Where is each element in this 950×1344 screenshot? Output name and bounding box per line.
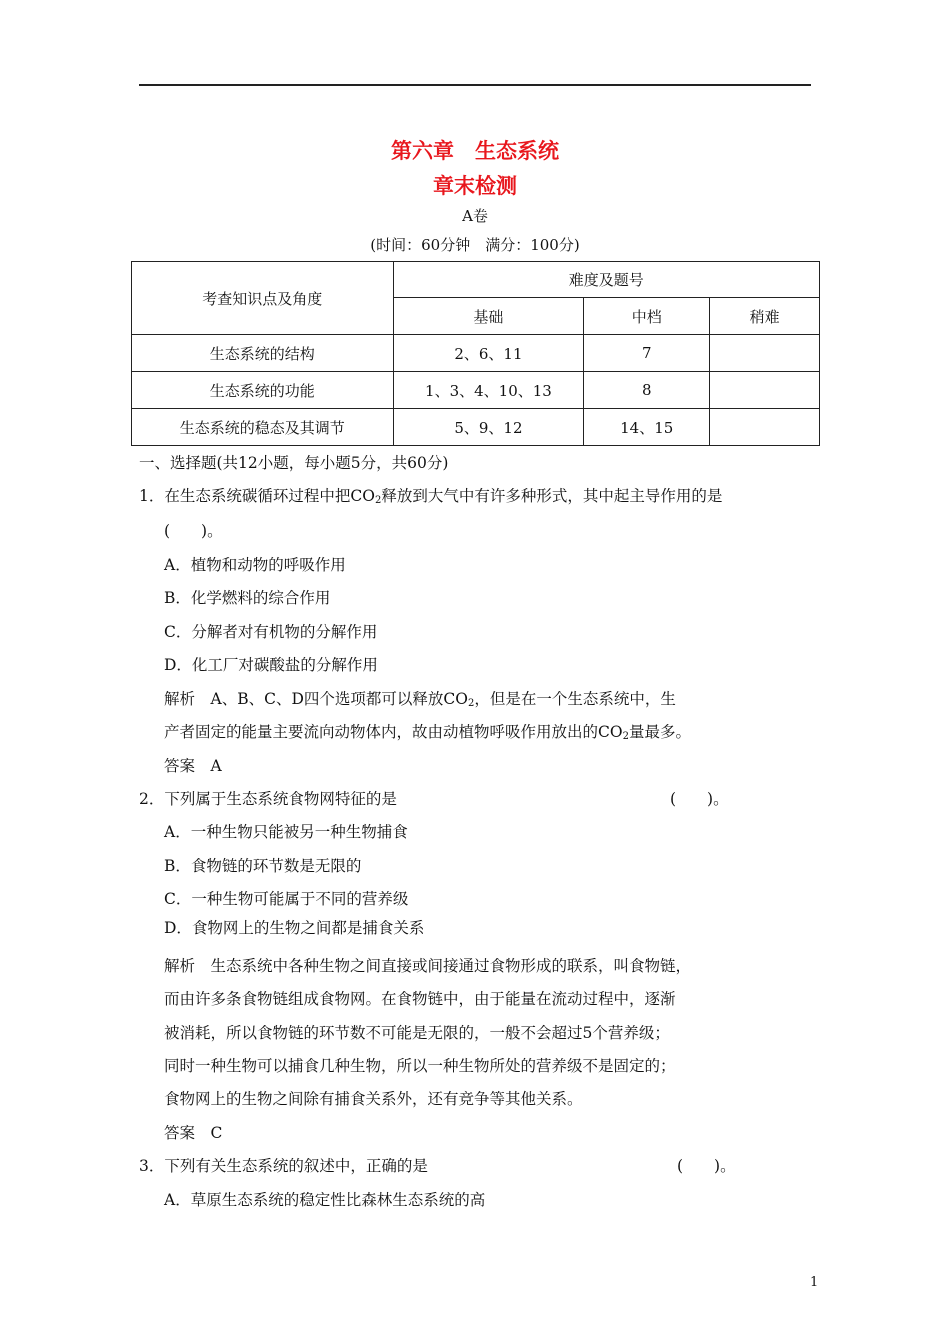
level-hard: 稍难 xyxy=(710,298,820,335)
q2-analysis-line: 食物网上的生物之间除有捕食关系外，还有竞争等其他关系。 xyxy=(164,1090,583,1108)
row-basic: 5、9、12 xyxy=(393,409,584,446)
level-medium: 中档 xyxy=(584,298,710,335)
q3-option-a: A．草原生态系统的稳定性比森林生态系统的高 xyxy=(164,1191,486,1209)
table-row xyxy=(132,372,820,409)
row-hard xyxy=(710,409,820,446)
q3-stem: 3．下列有关生态系统的叙述中，正确的是 xyxy=(139,1157,428,1175)
row-topic: 生态系统的功能 xyxy=(132,372,394,409)
chapter-title: 第六章 生态系统 xyxy=(391,139,559,163)
q2-answer: 答案 C xyxy=(164,1124,223,1142)
row-medium: 14、15 xyxy=(584,409,710,446)
q2-bracket: ( )。 xyxy=(670,790,729,808)
q1-option-d: D．化工厂对碳酸盐的分解作用 xyxy=(164,656,378,674)
row-basic: 1、3、4、10、13 xyxy=(393,372,584,409)
row-hard xyxy=(710,372,820,409)
q1-bracket: ( )。 xyxy=(164,522,223,540)
exam-info: (时间：60分钟 满分：100分) xyxy=(370,236,580,254)
q1-option-b: B．化学燃料的综合作用 xyxy=(164,589,331,607)
header-knowledge: 考查知识点及角度 xyxy=(132,262,394,335)
table-row xyxy=(132,335,820,372)
q2-analysis-line: 同时一种生物可以捕食几种生物，所以一种生物所处的营养级不是固定的； xyxy=(164,1057,676,1075)
page-number: 1 xyxy=(810,1275,819,1290)
q1-option-c: C．分解者对有机物的分解作用 xyxy=(164,623,378,641)
row-medium: 8 xyxy=(584,372,710,409)
knowledge-table xyxy=(131,261,820,446)
header-difficulty: 难度及题号 xyxy=(393,262,819,298)
q1-analysis-line: 产者固定的能量主要流向动物体内，故由动植物呼吸作用放出的$CO_2$量最多。 xyxy=(164,723,691,742)
q2-option-d: D．食物网上的生物之间都是捕食关系 xyxy=(164,919,425,937)
q2-analysis-line: 而由许多条食物链组成食物网。在食物链中，由于能量在流动过程中，逐渐 xyxy=(164,990,676,1008)
q3-bracket: ( )。 xyxy=(677,1157,736,1175)
q1-option-a: A．植物和动物的呼吸作用 xyxy=(164,556,346,574)
q1-analysis-line: 解析 A、B、C、D四个选项都可以释放$CO_2$，但是在一个生态系统中，生 xyxy=(164,690,676,709)
row-basic: 2、6、11 xyxy=(393,335,584,372)
paper-label: A卷 xyxy=(462,207,488,225)
q2-analysis-line: 解析 生态系统中各种生物之间直接或间接通过食物形成的联系，叫食物链， xyxy=(164,957,692,975)
row-hard xyxy=(710,335,820,372)
q2-analysis-line: 被消耗，所以食物链的环节数不可能是无限的，一般不会超过5个营养级； xyxy=(164,1024,670,1042)
q2-option-a: A．一种生物只能被另一种生物捕食 xyxy=(164,823,408,841)
section-heading: 一、选择题(共12小题，每小题5分，共60分) xyxy=(139,454,449,472)
header-rule xyxy=(139,84,811,86)
q1-answer: 答案 A xyxy=(164,757,222,775)
chapter-subtitle: 章末检测 xyxy=(433,174,517,198)
q2-option-b: B．食物链的环节数是无限的 xyxy=(164,857,362,875)
row-topic: 生态系统的稳态及其调节 xyxy=(132,409,394,446)
level-basic: 基础 xyxy=(393,298,584,335)
row-topic: 生态系统的结构 xyxy=(132,335,394,372)
q1-stem: 1．在生态系统碳循环过程中把$CO_2$释放到大气中有许多种形式，其中起主导作用的是 xyxy=(139,487,723,506)
table-row xyxy=(132,409,820,446)
q2-stem: 2．下列属于生态系统食物网特征的是 xyxy=(139,790,397,808)
q2-option-c: C．一种生物可能属于不同的营养级 xyxy=(164,890,409,908)
row-medium: 7 xyxy=(584,335,710,372)
